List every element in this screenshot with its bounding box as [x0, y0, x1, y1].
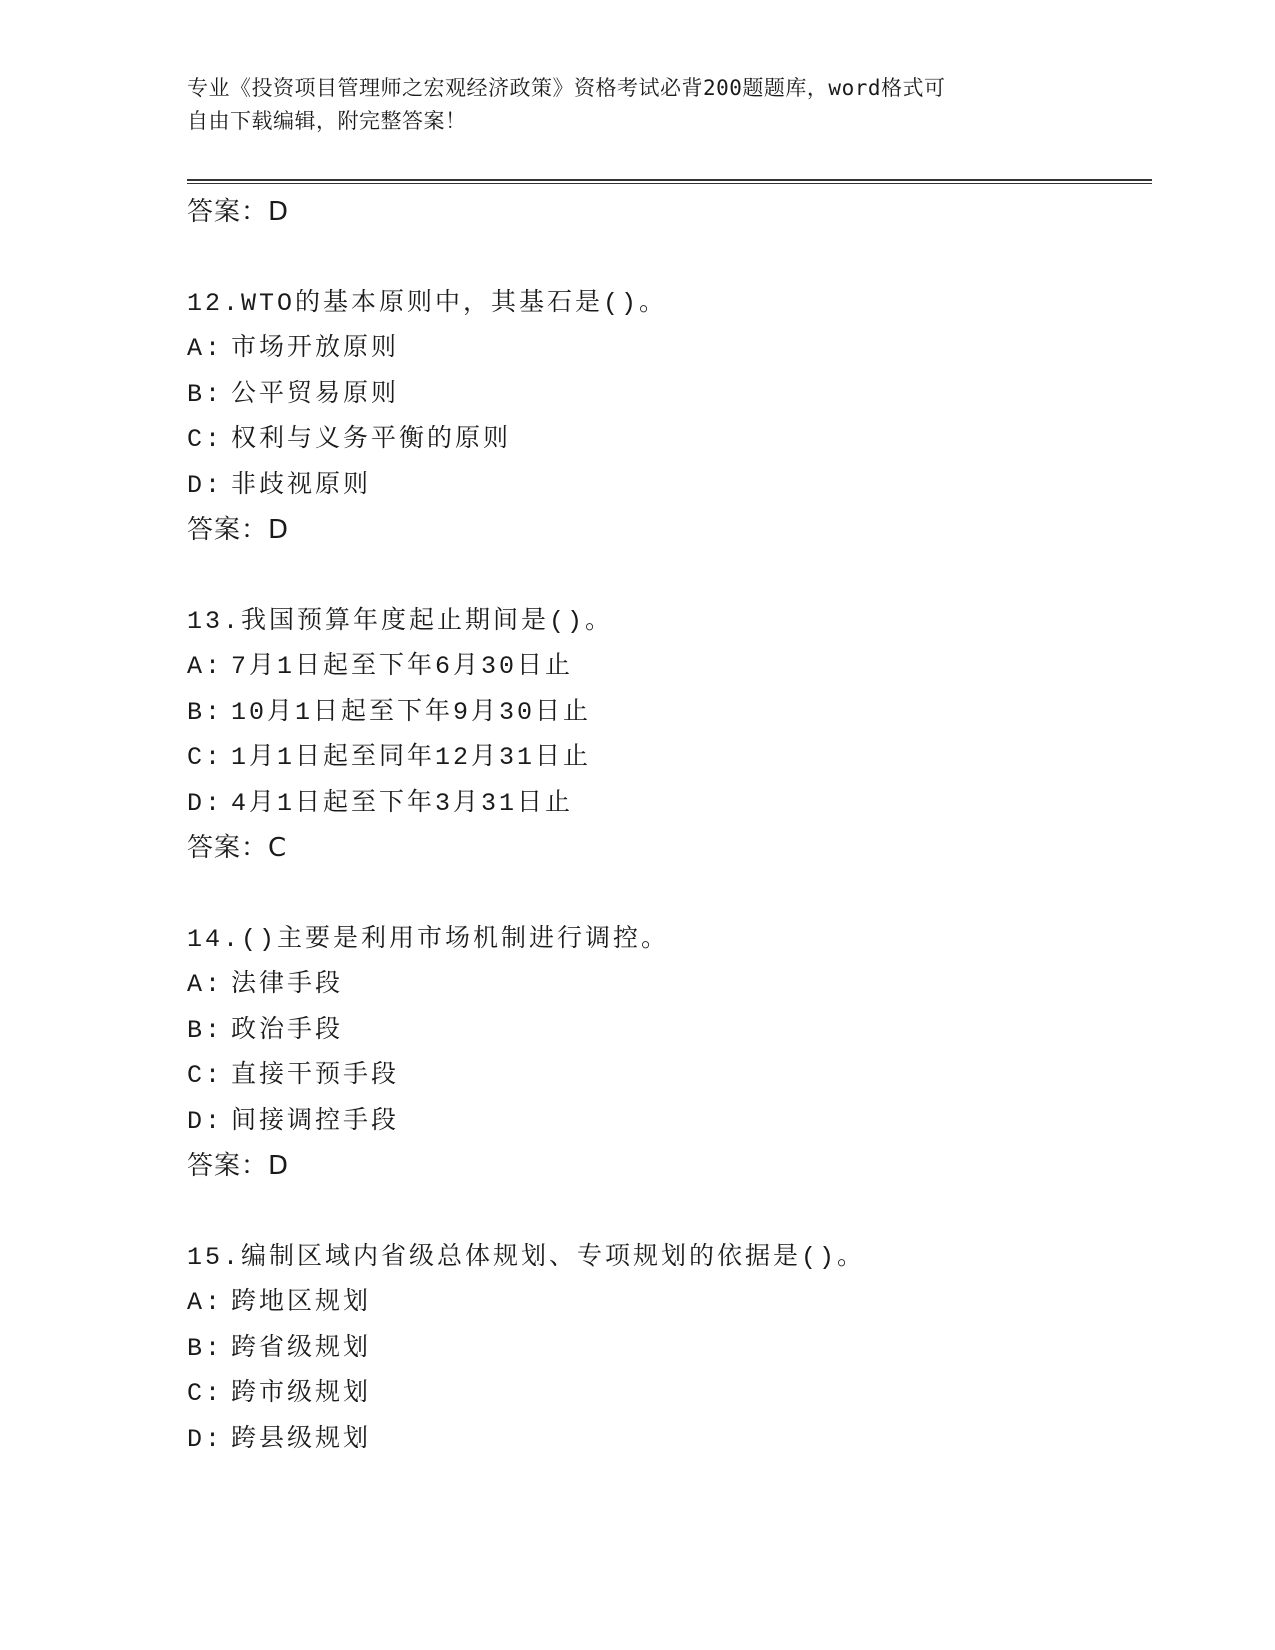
answer-line: 答案：C	[187, 833, 288, 863]
option-d	[187, 781, 1147, 827]
option-a	[187, 962, 1147, 1008]
option-text: 政治手段	[231, 1015, 344, 1045]
option-letter: A:	[187, 1288, 224, 1317]
option-b	[187, 372, 1147, 418]
option-a	[187, 644, 1147, 690]
option-c	[187, 1371, 1147, 1417]
option-text: 市场开放原则	[231, 334, 400, 363]
option-text: 直接干预手段	[231, 1061, 400, 1090]
option-text: 间接调控手段	[231, 1106, 400, 1136]
option-c	[187, 735, 1147, 781]
option-letter: D:	[187, 470, 224, 500]
option-c	[187, 1053, 1147, 1099]
spacer	[187, 872, 1147, 917]
option-a	[187, 1280, 1147, 1326]
option-text: 跨市级规划	[231, 1379, 372, 1408]
spacer	[187, 554, 1147, 599]
option-letter: B:	[187, 697, 224, 727]
question-stem: 14.()主要是利用市场机制进行调控。	[187, 924, 670, 954]
option-text: 公平贸易原则	[231, 379, 400, 409]
option-letter: B:	[187, 1333, 224, 1363]
option-text: 非歧视原则	[231, 470, 372, 500]
option-d	[187, 1099, 1147, 1145]
header-divider	[187, 179, 1152, 184]
option-letter: C:	[187, 1379, 224, 1408]
question-block	[187, 599, 1147, 872]
answer-line: 答案：D	[187, 1151, 290, 1181]
option-a	[187, 326, 1147, 372]
question-block	[187, 917, 1147, 1190]
option-letter: D:	[187, 1106, 224, 1136]
option-text: 10月1日起至下年9月30日止	[231, 697, 592, 727]
option-text: 7月1日起至下年6月30日止	[231, 652, 574, 681]
option-text: 跨省级规划	[231, 1333, 372, 1363]
header-title-line-2: 自由下载编辑，附完整答案！	[187, 109, 467, 133]
question-stem: 15.编制区域内省级总体规划、专项规划的依据是()。	[187, 1242, 866, 1272]
option-letter: A:	[187, 334, 224, 363]
option-text: 跨县级规划	[231, 1424, 372, 1454]
answer-line: 答案：D	[187, 197, 290, 227]
spacer	[187, 1190, 1147, 1235]
option-letter: C:	[187, 425, 224, 454]
question-block	[187, 281, 1147, 554]
question-stem: 13.我国预算年度起止期间是()。	[187, 606, 614, 636]
option-text: 跨地区规划	[231, 1288, 372, 1317]
option-letter: C:	[187, 743, 224, 772]
option-letter: C:	[187, 1061, 224, 1090]
option-text: 4月1日起至下年3月31日止	[231, 788, 574, 818]
option-b	[187, 1008, 1147, 1054]
option-letter: D:	[187, 788, 224, 818]
option-b	[187, 690, 1147, 736]
option-letter: B:	[187, 379, 224, 409]
option-letter: A:	[187, 652, 224, 681]
question-block	[187, 1235, 1147, 1463]
question-list	[187, 190, 1147, 1462]
option-letter: B:	[187, 1015, 224, 1045]
option-d	[187, 463, 1147, 509]
option-d	[187, 1417, 1147, 1463]
answer-line: 答案：D	[187, 515, 290, 545]
question-stem: 12.WTO的基本原则中，其基石是()。	[187, 288, 668, 318]
option-c	[187, 417, 1147, 463]
option-text: 1月1日起至同年12月31日止	[231, 743, 592, 772]
option-letter: D:	[187, 1424, 224, 1454]
option-text: 权利与义务平衡的原则	[231, 425, 512, 454]
spacer	[187, 236, 1147, 281]
option-b	[187, 1326, 1147, 1372]
document-header	[187, 72, 1087, 138]
option-text: 法律手段	[231, 970, 344, 999]
option-letter: A:	[187, 970, 224, 999]
header-title-line-1: 专业《投资项目管理师之宏观经济政策》资格考试必背200题题库，word格式可	[187, 76, 946, 100]
